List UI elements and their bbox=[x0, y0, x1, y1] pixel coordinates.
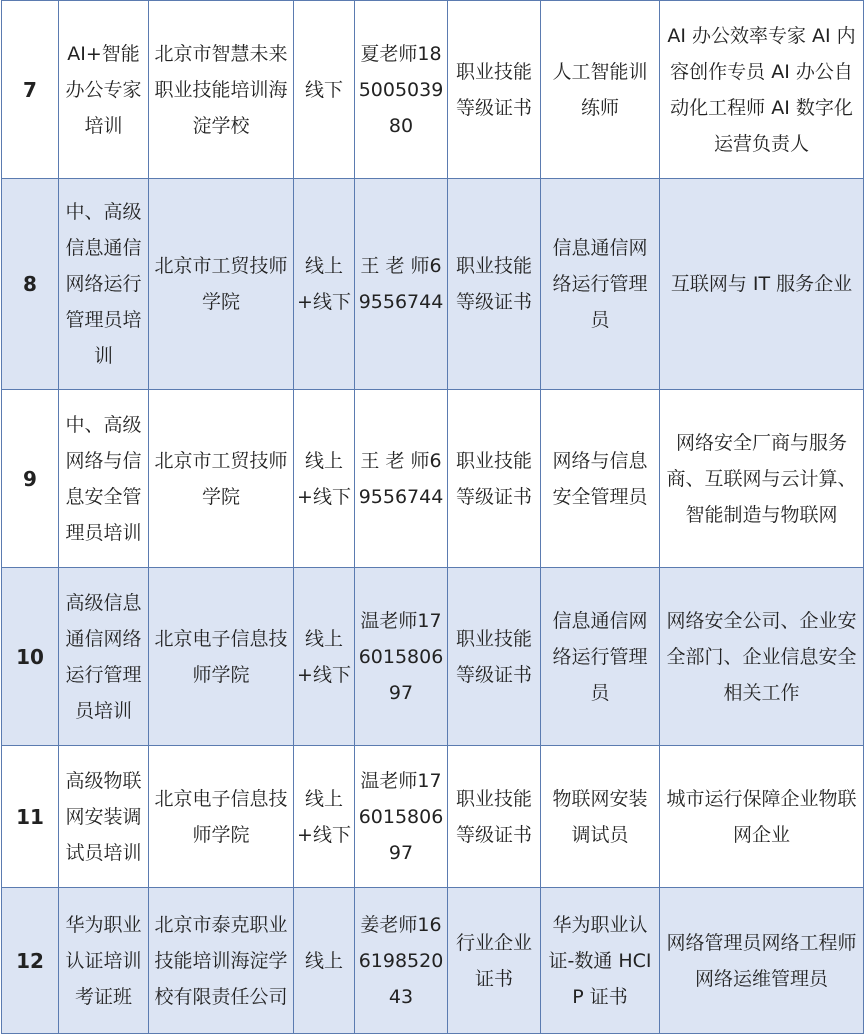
training-mode-cell: 线下 bbox=[294, 1, 355, 179]
training-name-cell: AI+智能办公专家培训 bbox=[59, 1, 149, 179]
certificate-type-cell: 行业企业证书 bbox=[448, 888, 541, 1034]
job-title-cell: 网络与信息安全管理员 bbox=[541, 390, 660, 568]
row-number-cell: 11 bbox=[2, 746, 59, 888]
target-employers-cell: 网络安全厂商与服务商、互联网与云计算、智能制造与物联网 bbox=[660, 390, 864, 568]
certificate-type-cell: 职业技能等级证书 bbox=[448, 1, 541, 179]
training-name-cell: 高级信息通信网络运行管理员培训 bbox=[59, 568, 149, 746]
table-row bbox=[2, 390, 864, 568]
job-title-cell: 信息通信网络运行管理员 bbox=[541, 568, 660, 746]
contact-cell: 温老师17601580697 bbox=[355, 746, 448, 888]
training-mode-cell: 线上 bbox=[294, 888, 355, 1034]
job-title-cell: 物联网安装调试员 bbox=[541, 746, 660, 888]
contact-cell: 温老师17601580697 bbox=[355, 568, 448, 746]
row-number-cell: 12 bbox=[2, 888, 59, 1034]
training-name-cell: 华为职业认证培训考证班 bbox=[59, 888, 149, 1034]
training-org-cell: 北京市泰克职业技能培训海淀学校有限责任公司 bbox=[149, 888, 294, 1034]
training-mode-cell: 线上+线下 bbox=[294, 390, 355, 568]
certificate-type-cell: 职业技能等级证书 bbox=[448, 179, 541, 390]
row-number-cell: 8 bbox=[2, 179, 59, 390]
job-title-cell: 人工智能训练师 bbox=[541, 1, 660, 179]
training-mode-cell: 线上+线下 bbox=[294, 568, 355, 746]
target-employers-cell: 网络安全公司、企业安全部门、企业信息安全相关工作 bbox=[660, 568, 864, 746]
job-title-cell: 华为职业认证-数通 HCIP 证书 bbox=[541, 888, 660, 1034]
row-number-cell: 10 bbox=[2, 568, 59, 746]
table-row bbox=[2, 888, 864, 1034]
certificate-type-cell: 职业技能等级证书 bbox=[448, 390, 541, 568]
table-body bbox=[2, 1, 864, 1034]
training-name-cell: 高级物联网安装调试员培训 bbox=[59, 746, 149, 888]
job-title-cell: 信息通信网络运行管理员 bbox=[541, 179, 660, 390]
training-mode-cell: 线上+线下 bbox=[294, 179, 355, 390]
contact-cell: 姜老师16619852043 bbox=[355, 888, 448, 1034]
certificate-type-cell: 职业技能等级证书 bbox=[448, 746, 541, 888]
training-org-cell: 北京市工贸技师学院 bbox=[149, 390, 294, 568]
contact-cell: 王 老 师69556744 bbox=[355, 179, 448, 390]
target-employers-cell: 网络管理员网络工程师 网络运维管理员 bbox=[660, 888, 864, 1034]
row-number-cell: 9 bbox=[2, 390, 59, 568]
table-row bbox=[2, 1, 864, 179]
training-org-cell: 北京电子信息技师学院 bbox=[149, 746, 294, 888]
contact-cell: 王 老 师69556744 bbox=[355, 390, 448, 568]
training-mode-cell: 线上+线下 bbox=[294, 746, 355, 888]
target-employers-cell: AI 办公效率专家 AI 内容创作专员 AI 办公自动化工程师 AI 数字化运营负责人 bbox=[660, 1, 864, 179]
table-row bbox=[2, 179, 864, 390]
table-row bbox=[2, 568, 864, 746]
training-name-cell: 中、高级信息通信网络运行管理员培训 bbox=[59, 179, 149, 390]
training-table bbox=[1, 0, 864, 1034]
certificate-type-cell: 职业技能等级证书 bbox=[448, 568, 541, 746]
training-name-cell: 中、高级网络与信息安全管理员培训 bbox=[59, 390, 149, 568]
training-org-cell: 北京市智慧未来职业技能培训海淀学校 bbox=[149, 1, 294, 179]
contact-cell: 夏老师18500503980 bbox=[355, 1, 448, 179]
training-org-cell: 北京电子信息技师学院 bbox=[149, 568, 294, 746]
table-row bbox=[2, 746, 864, 888]
training-org-cell: 北京市工贸技师学院 bbox=[149, 179, 294, 390]
row-number-cell: 7 bbox=[2, 1, 59, 179]
target-employers-cell: 互联网与 IT 服务企业 bbox=[660, 179, 864, 390]
target-employers-cell: 城市运行保障企业物联网企业 bbox=[660, 746, 864, 888]
